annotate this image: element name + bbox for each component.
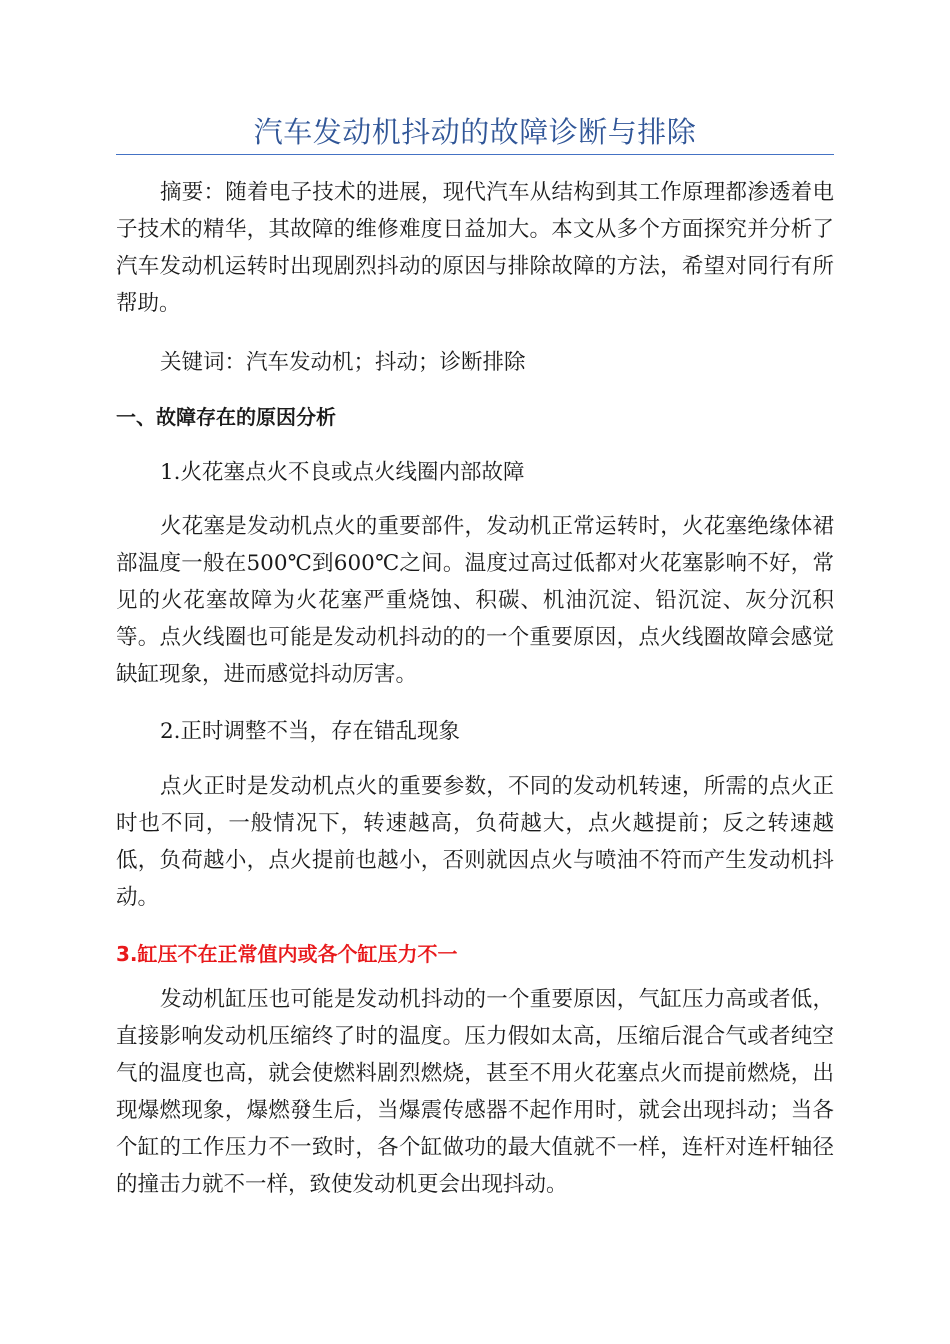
subsection-1-heading bbox=[116, 454, 834, 491]
subsection-1-body-text: 火花塞是发动机点火的重要部件，发动机正常运转时，火花塞绝缘体裙部温度一般在500℃到600℃之间。温度过高过低都对火花塞影响不好，常见的火花塞故障为火花塞严重烧蚀、积碳、机油沉淀、铅沉淀、灰分沉积等。点火线圈也可能是发动机抖动的的一个重要原因，点火线圈故障会感觉缺缸现象，进而感觉抖动厉害。 bbox=[116, 514, 834, 687]
section-1-heading: 一、故障存在的原因分析 bbox=[116, 405, 336, 429]
subsection-1-heading-text: 1.火花塞点火不良或点火线圈内部故障 bbox=[160, 460, 525, 485]
abstract-paragraph bbox=[116, 174, 834, 322]
title-underline bbox=[116, 154, 834, 155]
abstract-text: 摘要：随着电子技术的进展，现代汽车从结构到其工作原理都渗透着电子技术的精华，其故障的维修难度日益加大。本文从多个方面探究并分析了汽车发动机运转时出现剧烈抖动的原因与排除故障的方法，希望对同行有所帮助。 bbox=[116, 180, 834, 316]
subsection-3-body bbox=[116, 981, 834, 1203]
document-title: 汽车发动机抖动的故障诊断与排除 bbox=[253, 115, 697, 149]
keywords-text: 关键词：汽车发动机；抖动；诊断排除 bbox=[160, 350, 526, 375]
subsection-2-heading bbox=[116, 713, 834, 750]
subsection-2-heading-text: 2.正时调整不当，存在错乱现象 bbox=[160, 719, 461, 744]
keywords-paragraph bbox=[116, 344, 834, 381]
subsection-3-heading: 3.缸压不在正常值内或各个缸压力不一 bbox=[116, 942, 458, 966]
subsection-1-body bbox=[116, 508, 834, 693]
subsection-3-body-text: 发动机缸压也可能是发动机抖动的一个重要原因，气缸压力高或者低，直接影响发动机压缩终了时的温度。压力假如太高，压缩后混合气或者纯空气的温度也高，就会使燃料剧烈燃烧，甚至不用火花塞点火而提前燃烧，出现爆燃现象，爆燃發生后，当爆震传感器不起作用时，就会出现抖动；当各个缸的工作压力不一致时，各个缸做功的最大值就不一样，连杆对连杆轴径的撞击力就不一样，致使发动机更会出现抖动。 bbox=[116, 987, 834, 1197]
subsection-2-body-text: 点火正时是发动机点火的重要参数，不同的发动机转速，所需的点火正时也不同，一般情况下，转速越高，负荷越大，点火越提前；反之转速越低，负荷越小，点火提前也越小，否则就因点火与喷油不符而产生发动机抖动。 bbox=[116, 774, 834, 910]
subsection-2-body bbox=[116, 768, 834, 916]
